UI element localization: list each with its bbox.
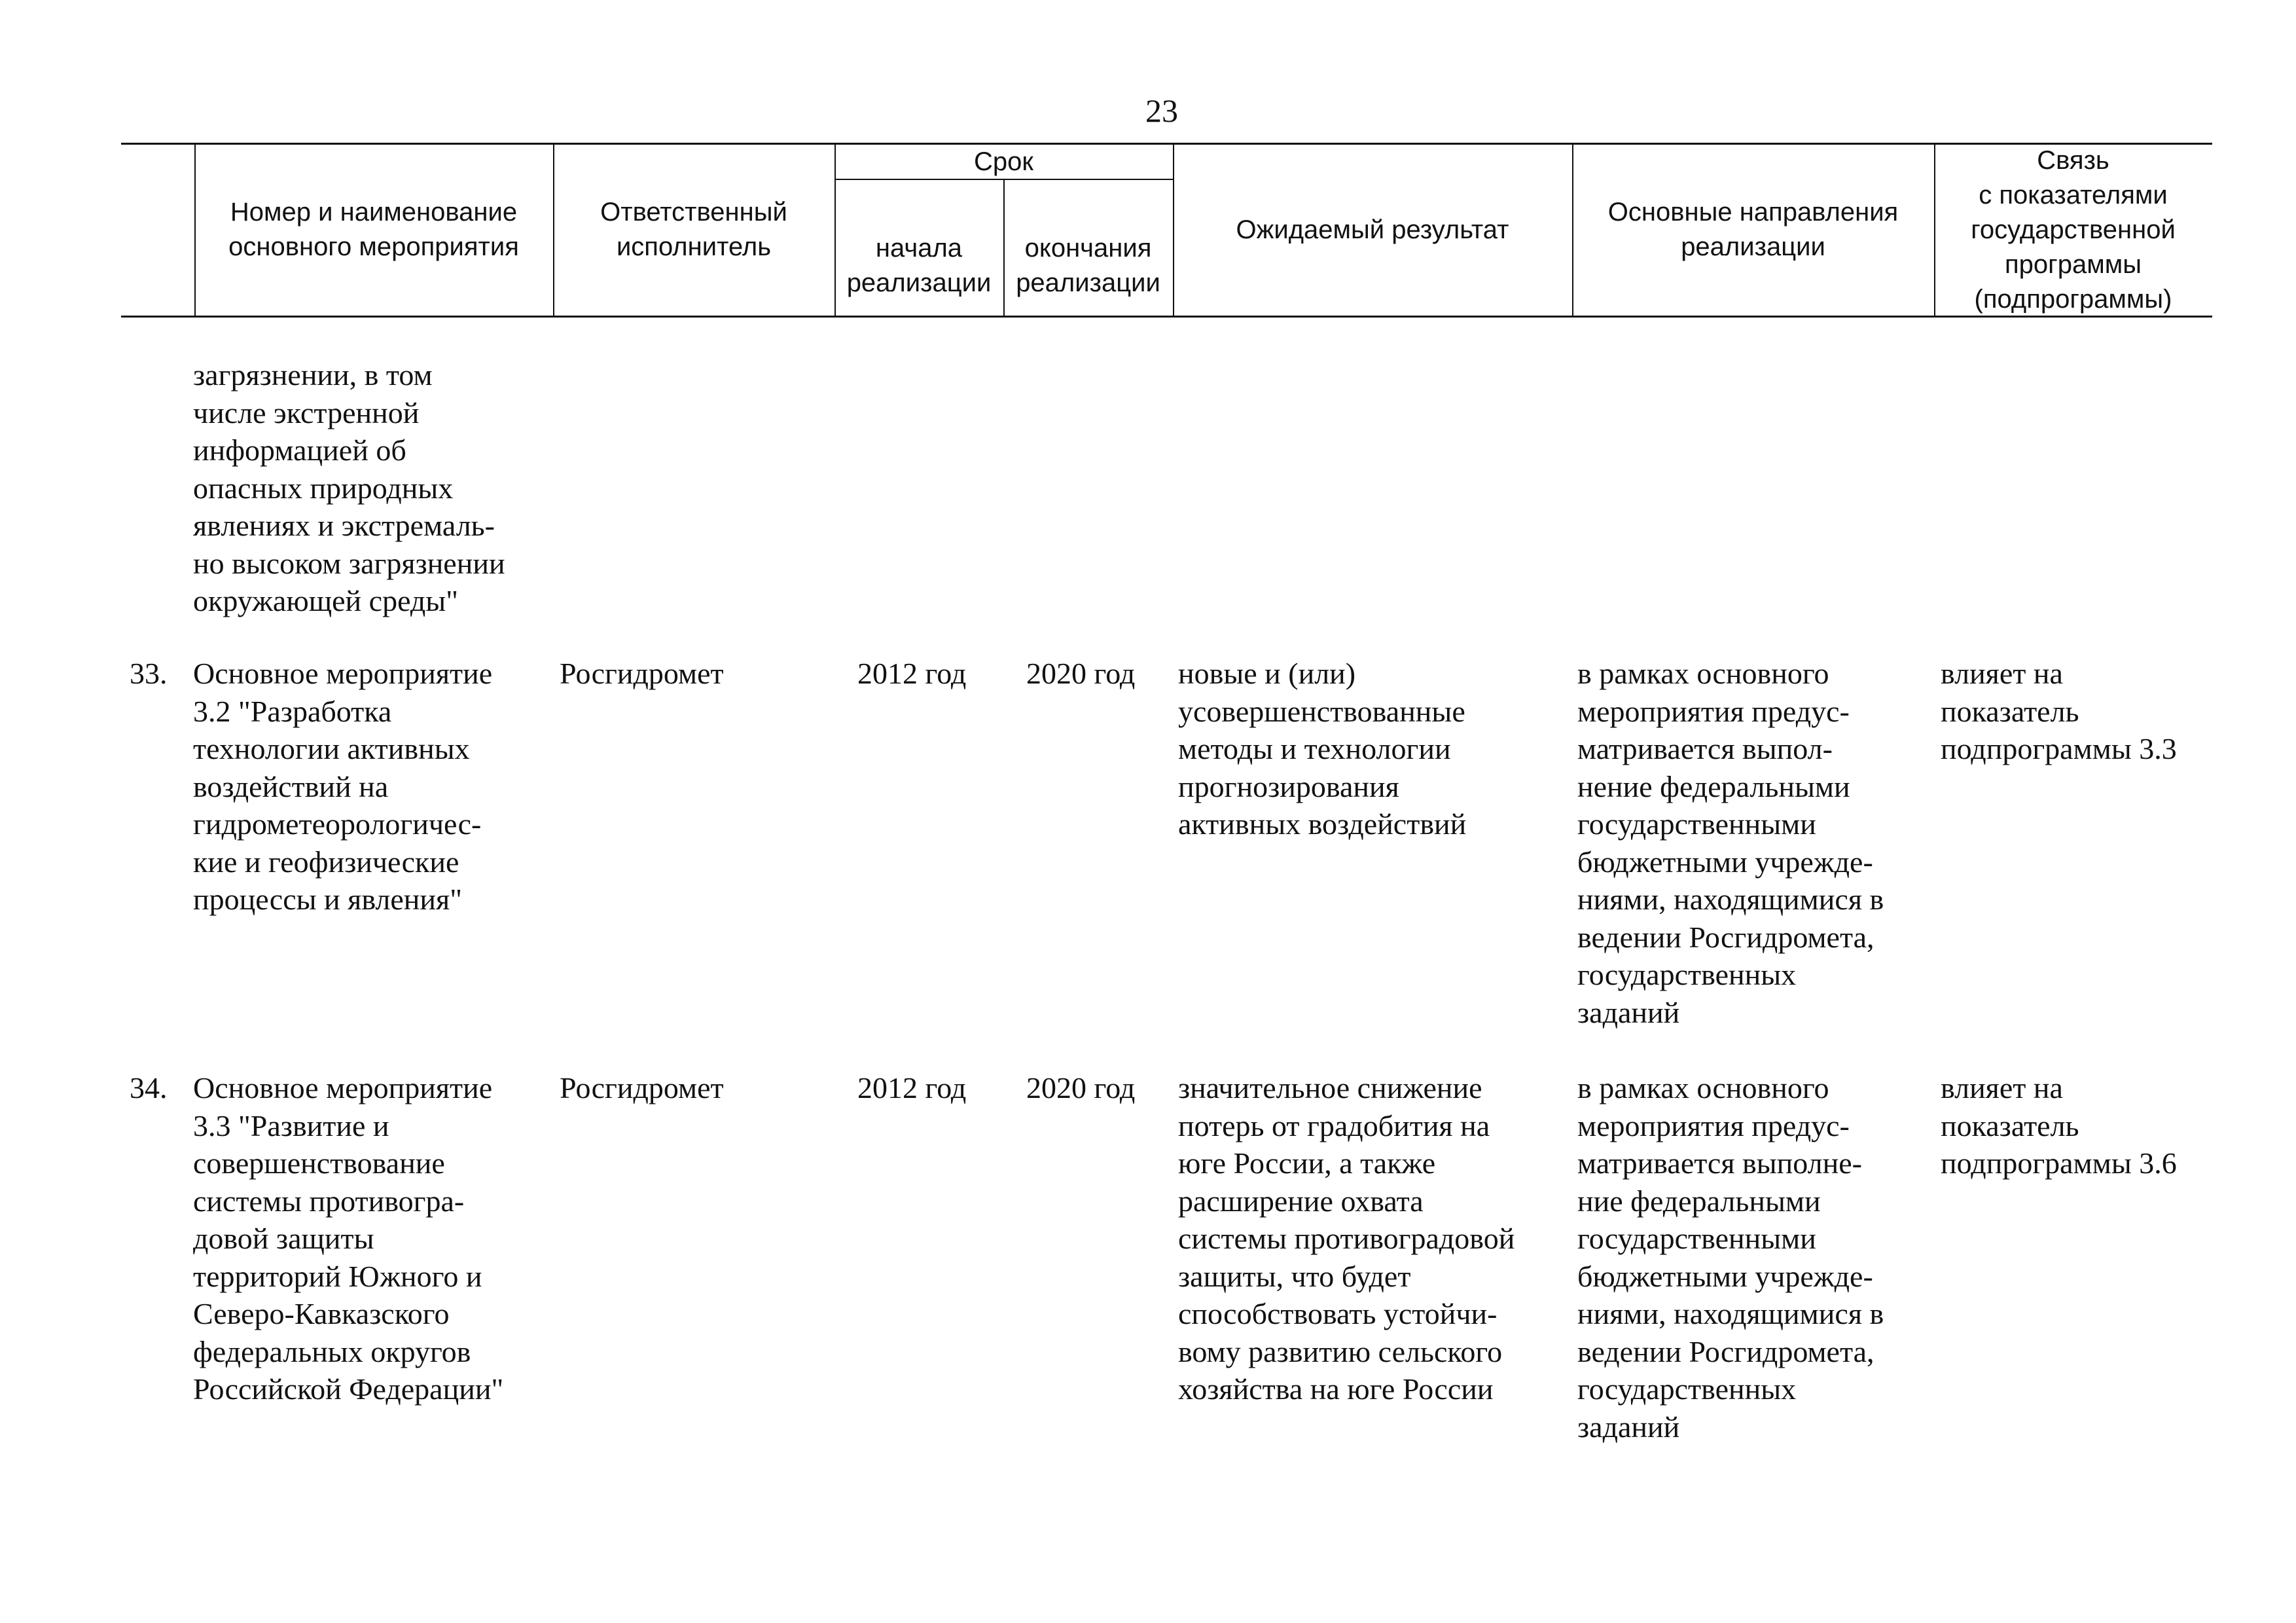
table-header-bottom-border xyxy=(121,316,2212,318)
row-directions: в рамках основного мероприятия предус- матривается выпол- нение федеральными государственными бюджетными учрежде- ниями, находящимися в ведении Росгидромета, государственных заданий xyxy=(1577,657,1884,1029)
row-executor: Росгидромет xyxy=(560,1071,724,1104)
row-result: новые и (или) усовершенствованные методы и технологии прогнозирования активных воздействий xyxy=(1178,657,1467,841)
page-number: 23 xyxy=(1145,92,1178,129)
row-start: 2012 год xyxy=(857,657,967,690)
row-result: значительное снижение потерь от градобития на юге России, а также расширение охвата системы противоградовой защиты, что будет способствовать устойчи- вому развитию сельского хозяйства на юге России xyxy=(1178,1071,1515,1406)
row-executor: Росгидромет xyxy=(560,657,724,690)
row-link: влияет на показатель подпрограммы 3.3 xyxy=(1941,657,2177,765)
row-directions: в рамках основного мероприятия предус- матривается выполне- ние федеральными государственными бюджетными учрежде- ниями, находящимися в ведении Росгидромета, государственных заданий xyxy=(1577,1071,1884,1444)
header-start-column: начала реализации xyxy=(846,234,992,297)
row-name: Основное мероприятие 3.3 "Развитие и совершенствование системы противогра- довой защиты территорий Южного и Северо-Кавказского федеральных округов Российской Федерации" xyxy=(193,1071,504,1406)
row-end: 2020 год xyxy=(1026,1071,1136,1104)
header-term-group: Срок xyxy=(974,147,1033,176)
row-end: 2020 год xyxy=(1026,657,1136,690)
header-result-column: Ожидаемый результат xyxy=(1236,215,1509,244)
row-number: 34. xyxy=(130,1071,168,1104)
row-name: Основное мероприятие 3.2 "Разработка технологии активных воздействий на гидрометеорологичес- кие и геофизические процессы и явления" xyxy=(193,657,493,916)
header-executor-column: Ответственный исполнитель xyxy=(600,198,787,261)
header-end-column: окончания реализации xyxy=(1016,234,1160,297)
continuation-name-text: загрязнении, в том числе экстренной информацией об опасных природных явлениях и экстремаль- но высоком загрязнении окружающей среды" xyxy=(193,358,505,617)
header-link-column: Связь с показателями государственной программы (подпрограммы) xyxy=(1971,145,2176,314)
row-start: 2012 год xyxy=(857,1071,967,1104)
row-link: влияет на показатель подпрограммы 3.6 xyxy=(1941,1071,2177,1180)
header-directions-column: Основные направления реализации xyxy=(1607,198,1899,261)
row-number: 33. xyxy=(130,657,168,690)
header-name-column: Номер и наименование основного мероприятия xyxy=(228,198,519,261)
